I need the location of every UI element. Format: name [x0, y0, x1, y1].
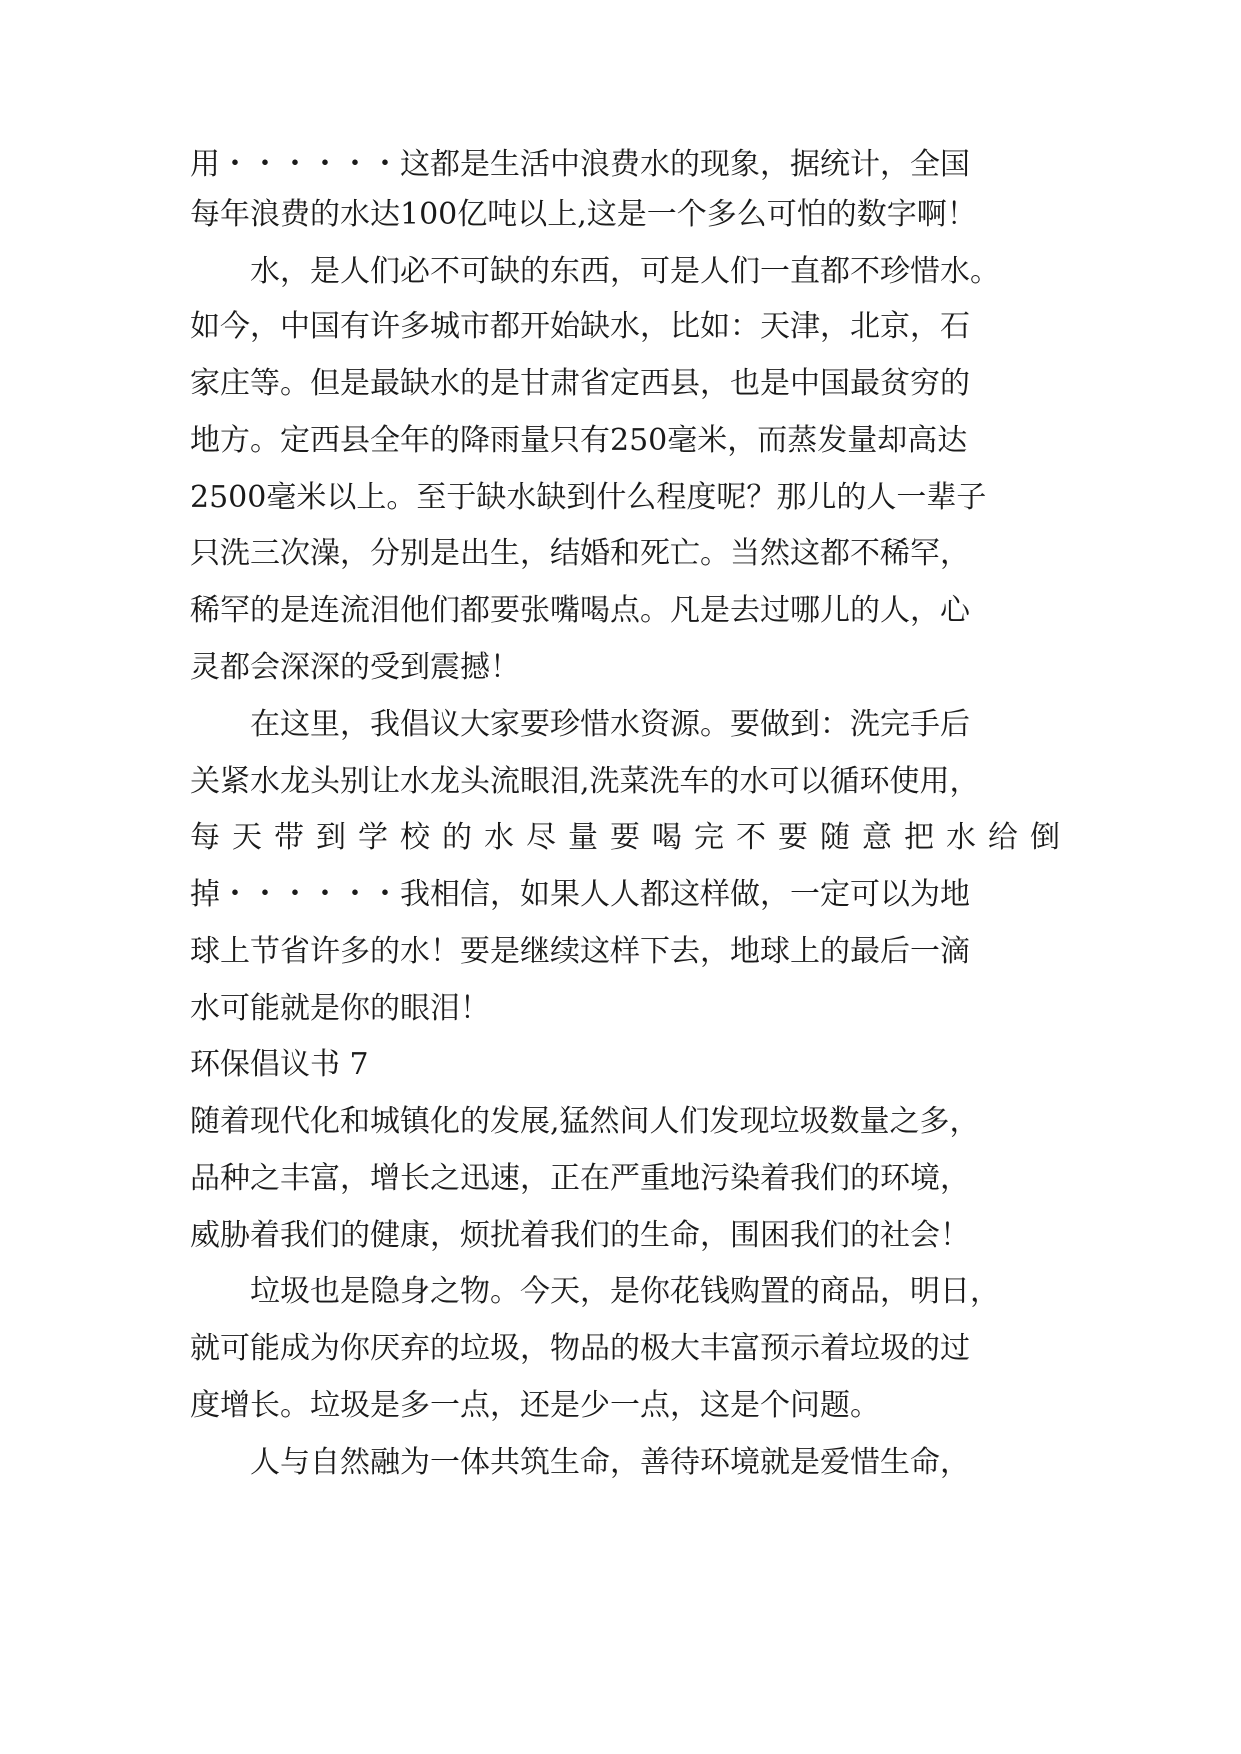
section-heading: 环保倡议书 7: [190, 1047, 369, 1082]
text-line: 如今，中国有许多城市都开始缺水，比如：天津，北京，石: [190, 309, 970, 344]
text-char: 水: [484, 820, 514, 855]
text-line: 只洗三次澡，分别是出生，结婚和死亡。当然这都不稀罕，: [190, 536, 970, 571]
text-char: 校: [400, 820, 430, 855]
text-line: 随着现代化和城镇化的发展,猛然间人们发现垃圾数量之多，: [190, 1104, 980, 1139]
text-char: 倒: [1030, 820, 1060, 855]
text-line: 品种之丰富，增长之迅速，正在严重地污染着我们的环境，: [190, 1161, 970, 1196]
text-line: 地方。定西县全年的降雨量只有250毫米，而蒸发量却高达: [190, 423, 968, 458]
text-line: 每年浪费的水达100亿吨以上,这是一个多么可怕的数字啊！: [190, 197, 977, 232]
text-char: 喝: [652, 820, 682, 855]
text-line: 球上节省许多的水！要是继续这样下去，地球上的最后一滴: [190, 934, 970, 969]
text-line-justified: [190, 816, 1060, 860]
paragraph-first-line: 垃圾也是隐身之物。今天，是你花钱购置的商品，明日，: [250, 1274, 1000, 1309]
text-char: 量: [568, 820, 598, 855]
text-line: 就可能成为你厌弃的垃圾，物品的极大丰富预示着垃圾的过: [190, 1331, 970, 1366]
text-line: 2500毫米以上。至于缺水缺到什么程度呢？那儿的人一辈子: [190, 480, 987, 515]
text-char: 到: [316, 820, 346, 855]
text-char: 要: [778, 820, 808, 855]
text-line: 掉・・・・・・我相信，如果人人都这样做，一定可以为地: [190, 877, 970, 912]
text-char: 意: [862, 820, 892, 855]
text-char: 把: [904, 820, 934, 855]
paragraph-first-line: 人与自然融为一体共筑生命，善待环境就是爱惜生命，: [250, 1445, 970, 1480]
text-char: 每: [190, 820, 220, 855]
text-line: 稀罕的是连流泪他们都要张嘴喝点。凡是去过哪儿的人，心: [190, 593, 970, 628]
text-char: 完: [694, 820, 724, 855]
text-char: 给: [988, 820, 1018, 855]
text-line: 水可能就是你的眼泪！: [190, 991, 490, 1026]
text-line: 度增长。垃圾是多一点，还是少一点，这是个问题。: [190, 1388, 880, 1423]
text-char: 水: [946, 820, 976, 855]
text-char: 带: [274, 820, 304, 855]
text-char: 要: [610, 820, 640, 855]
text-char: 尽: [526, 820, 556, 855]
text-char: 随: [820, 820, 850, 855]
text-line: 用・・・・・・这都是生活中浪费水的现象，据统计，全国: [190, 147, 970, 182]
text-line: 关紧水龙头别让水龙头流眼泪,洗菜洗车的水可以循环使用，: [190, 764, 980, 799]
paragraph-first-line: 在这里，我倡议大家要珍惜水资源。要做到：洗完手后: [250, 707, 970, 742]
text-char: 天: [232, 820, 262, 855]
text-line: 灵都会深深的受到震撼！: [190, 650, 520, 685]
text-line: 家庄等。但是最缺水的是甘肃省定西县，也是中国最贫穷的: [190, 366, 970, 401]
text-char: 不: [736, 820, 766, 855]
text-line: 威胁着我们的健康，烦扰着我们的生命，围困我们的社会！: [190, 1218, 970, 1253]
text-char: 学: [358, 820, 388, 855]
text-char: 的: [442, 820, 472, 855]
paragraph-first-line: 水，是人们必不可缺的东西，可是人们一直都不珍惜水。: [250, 254, 1000, 289]
